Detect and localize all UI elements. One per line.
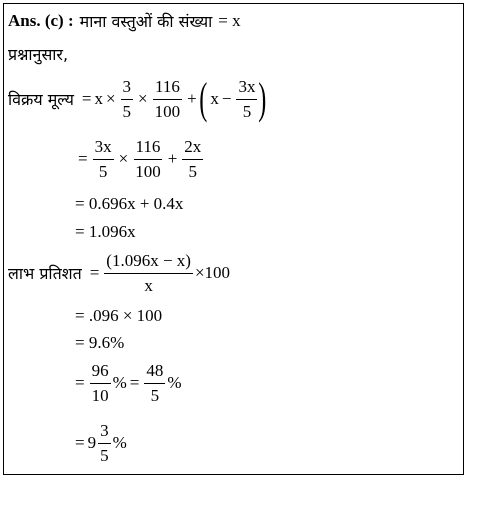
frac-denominator: 5	[150, 385, 160, 405]
selling-price-inner-x: x	[210, 89, 219, 108]
profit-times-100: ×100	[194, 263, 231, 282]
step2-plus: +	[167, 149, 178, 168]
step7-line	[75, 358, 182, 408]
frac-denominator: 5	[98, 161, 108, 181]
step8-eq: =	[75, 433, 85, 452]
selling-price-line	[8, 74, 266, 124]
according-text: प्रश्नानुसार,	[8, 45, 69, 64]
frac-denominator: 5	[122, 101, 132, 121]
step7-eq2: =	[129, 373, 140, 392]
paren-close: )	[258, 74, 267, 123]
according-line	[8, 42, 68, 66]
selling-price-times2: ×	[138, 89, 148, 108]
frac-denominator: 10	[91, 385, 109, 405]
step5-text: = .096 × 100	[75, 306, 163, 325]
answer-intro-text: माना वस्तुओं की संख्या	[79, 12, 213, 31]
selling-price-x: x	[94, 89, 103, 108]
step2-frac1	[93, 137, 114, 182]
step2-frac2	[133, 137, 163, 182]
frac-denominator: 100	[135, 161, 161, 181]
step7-frac2	[144, 361, 165, 406]
step2-times: ×	[118, 149, 129, 168]
step7-frac1	[90, 361, 111, 406]
step7-pct1: %	[112, 373, 127, 392]
profit-eq: =	[89, 263, 100, 282]
paren-open: (	[199, 74, 208, 123]
frac-numerator: 3	[98, 421, 111, 444]
selling-price-label: विक्रय मूल्य	[8, 90, 74, 109]
frac-denominator: 5	[188, 161, 198, 181]
frac-denominator: 5	[100, 445, 109, 465]
step6-line	[75, 331, 124, 355]
frac-numerator: 96	[90, 361, 111, 384]
profit-frac	[104, 251, 193, 296]
answer-prefix: Ans. (c) :	[8, 11, 74, 30]
step4-line	[75, 220, 136, 244]
selling-price-plus: +	[187, 89, 197, 108]
answer-intro-eq: = x	[218, 11, 241, 30]
frac-denominator: 5	[242, 101, 252, 121]
step5-line	[75, 304, 162, 328]
selling-price-frac3	[236, 77, 257, 122]
frac-numerator: 116	[153, 77, 182, 100]
profit-label: लाभ प्रतिशत	[8, 264, 82, 283]
frac-denominator: 100	[154, 101, 181, 121]
step7-pct2: %	[167, 373, 182, 392]
step2-frac3	[182, 137, 203, 182]
frac-numerator: 48	[144, 361, 165, 384]
step4-text: = 1.096x	[75, 222, 136, 241]
frac-denominator: x	[144, 275, 153, 295]
selling-price-eq: =	[81, 89, 92, 108]
step6-text: = 9.6%	[75, 333, 125, 352]
frac-numerator: 116	[134, 137, 163, 160]
step3-text: = 0.696x + 0.4x	[75, 194, 184, 213]
step2-line	[75, 134, 205, 184]
selling-price-times1: ×	[105, 89, 116, 108]
frac-numerator: (1.096x − x)	[104, 251, 193, 274]
profit-line	[8, 246, 230, 300]
step8-whole: 9	[87, 433, 97, 452]
frac-numerator: 2x	[182, 137, 203, 160]
step2-eq: =	[78, 149, 88, 168]
frac-numerator: 3x	[236, 77, 257, 100]
selling-price-minus: −	[221, 89, 232, 108]
frac-numerator: 3x	[93, 137, 114, 160]
selling-price-frac1	[121, 77, 134, 122]
answer-line	[8, 9, 241, 33]
frac-numerator: 3	[121, 77, 134, 100]
step8-pct: %	[112, 433, 127, 452]
selling-price-frac2	[153, 77, 183, 122]
step3-line	[75, 192, 183, 216]
step7-eq1: =	[75, 373, 85, 392]
step8-line	[75, 418, 127, 468]
step8-frac	[98, 421, 111, 466]
